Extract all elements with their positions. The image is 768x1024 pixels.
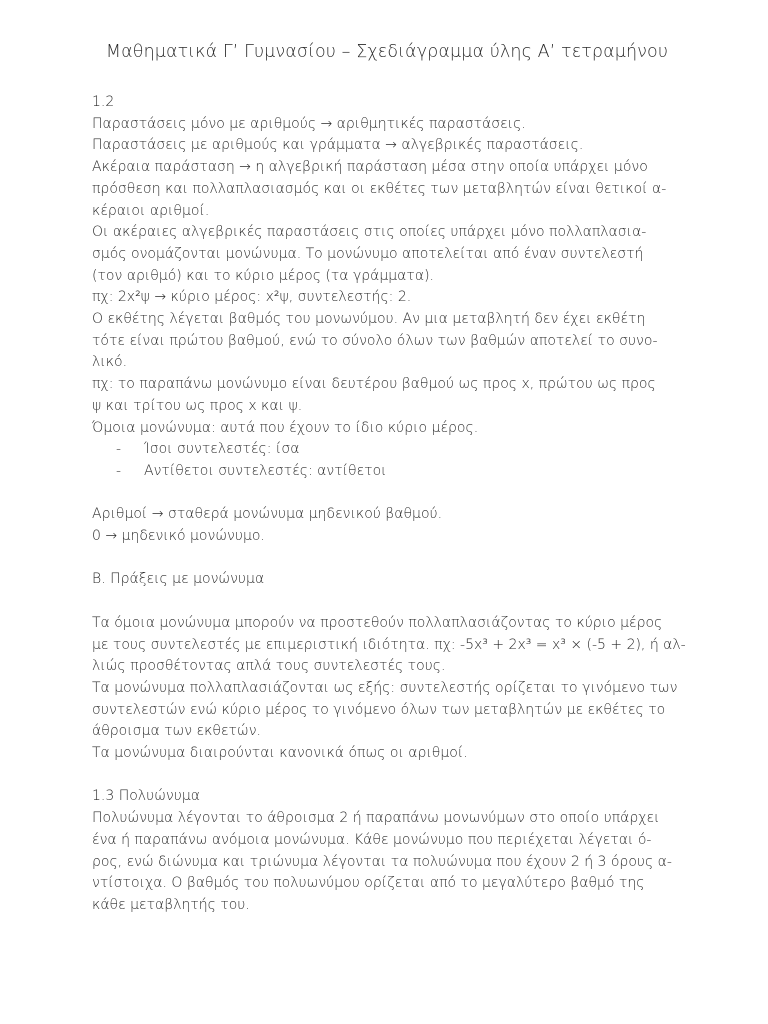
paragraph-line: πρόσθεση και πολλαπλασιασμός και οι εκθέτες των μεταβλητών είναι θετικοί α- [92,180,667,197]
section-number: 1.2 [92,94,115,110]
paragraph-line: ντίστοιχα. Ο βαθμός του πολυωνύμου ορίζεται από το μεγαλύτερο βαθμό της [92,875,645,892]
paragraph-line: Οι ακέραιες αλγεβρικές παραστάσεις στις οποίες υπάρχει μόνο πολλαπλασια- [92,224,647,241]
paragraph-line: (τον αριθμό) και το κύριο μέρος (τα γράμματα). [92,267,434,284]
section-b [92,569,686,764]
section-1-3 [92,786,682,916]
list-item [92,461,682,483]
paragraph-line: Παραστάσεις με αριθμούς και γράμματα → αλγεβρικές παραστάσεις. [92,137,584,154]
paragraph-line: τότε είναι πρώτου βαθμού, ενώ το σύνολο όλων των βαθμών αποτελεί το συνο- [92,332,658,349]
paragraph-line: κέραιοι αριθμοί. [92,202,210,219]
section-1-2 [92,92,682,548]
paragraph-line: με τους συντελεστές με επιμεριστική ιδιότητα. πχ: -5x³ + 2x³ = x³ × (-5 + 2), ή αλ- [92,636,686,653]
spacer [92,548,682,570]
spacer [92,483,682,505]
paragraph-line: κάθε μεταβλητής του. [92,896,250,913]
paragraph-line: Αριθμοί → σταθερά μονώνυμα μηδενικού βαθμού. [92,506,443,523]
paragraph-line: Όμοια μονώνυμα: αυτά που έχουν το ίδιο κύριο μέρος. [92,419,479,436]
paragraph-line: πχ: το παραπάνω μονώνυμο είναι δευτέρου βαθμού ως προς x, πρώτου ως προς [92,376,656,393]
paragraph-line: πχ: 2x²ψ → κύριο μέρος: x²ψ, συντελεστής: 2. [92,289,412,306]
paragraph-line: Πολυώνυμα λέγονται το άθροισμα 2 ή παραπάνω μονωνύμων στο οποίο υπάρχει [92,810,660,827]
paragraph-line: Τα μονώνυμα διαιρούνται κανονικά όπως οι αριθμοί. [92,745,468,762]
paragraph-line: ψ και τρίτου ως προς x και ψ. [92,397,303,414]
list-item-text: Αντίθετοι συντελεστές: αντίθετοι [144,462,387,479]
section-heading: 1.3 Πολυώνυμα [92,788,200,805]
spacer [92,765,682,787]
paragraph-line: ρος, ενώ διώνυμα και τριώνυμα λέγονται τα πολυώνυμα που έχουν 2 ή 3 όρους α- [92,853,672,870]
list-item [92,439,682,461]
paragraph-line: άθροισμα των εκθετών. [92,723,261,740]
list-item-text: Ίσοι συντελεστές: ίσα [144,441,300,458]
dash-marker: - [116,462,122,479]
paragraph-line: Ο εκθέτης λέγεται βαθμός του μονωνύμου. Αν μια μεταβλητή δεν έχει εκθέτη [92,311,646,328]
paragraph-line: λικό. [92,354,128,371]
paragraph-line: ένα ή παραπάνω ανόμοια μονώνυμα. Κάθε μονώνυμο που περιέχεται λέγεται ό- [92,831,652,848]
paragraph-line: Παραστάσεις μόνο με αριθμούς → αριθμητικές παραστάσεις. [92,115,526,132]
paragraph-line: σμός ονομάζονται μονώνυμα. Το μονώνυμο αποτελείται από έναν συντελεστή [92,245,644,262]
dash-marker: - [116,441,122,458]
page-title: Μαθηματικά Γ’ Γυμνασίου – Σχεδιάγραμμα ύλης Α’ τετραμήνου [105,42,669,62]
spacer [92,591,682,613]
paragraph-line: Ακέραια παράσταση → η αλγεβρική παράσταση μέσα στην οποία υπάρχει μόνο [92,159,648,176]
paragraph-line: Τα μονώνυμα πολλαπλασιάζονται ως εξής: συντελεστής ορίζεται το γινόμενο των [92,679,678,696]
section-heading: Β. Πράξεις με μονώνυμα [92,571,265,588]
paragraph-line: 0 → μηδενικό μονώνυμο. [92,528,265,545]
paragraph-line: συντελεστών ενώ κύριο μέρος το γινόμενο όλων των μεταβλητών με εκθέτες το [92,701,666,718]
paragraph-line: Τα όμοια μονώνυμα μπορούν να προστεθούν πολλαπλασιάζοντας το κύριο μέρος [92,614,663,631]
paragraph-line: λιώς προσθέτοντας απλά τους συντελεστές τους. [92,658,446,675]
